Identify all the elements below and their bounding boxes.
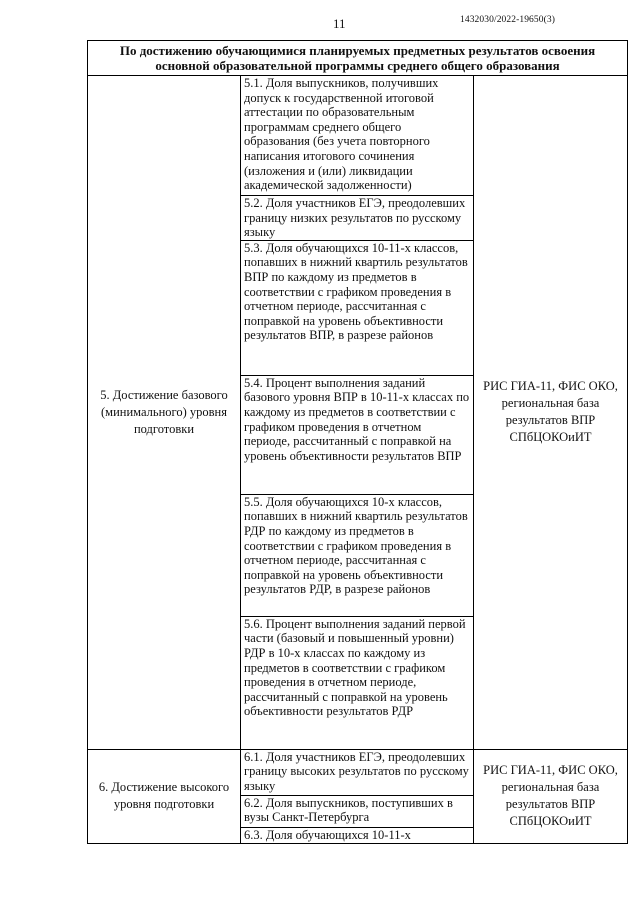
indicator-5-1 [241, 76, 474, 196]
indicator-text: 6.3. Доля обучающихся 10-11-х [244, 827, 411, 842]
indicator-text: 6.1. Доля участников ЕГЭ, преодолевших границу высоких результатов по русскому языку [244, 749, 469, 793]
indicator-5-2 [241, 196, 474, 241]
indicator-5-4 [241, 375, 474, 494]
indicator-5-5 [241, 494, 474, 616]
table-header: По достижению обучающимися планируемых предметных результатов освоения основной образовательной программы среднего общего образования [88, 41, 628, 76]
indicator-6-2 [241, 795, 474, 827]
data-source-6: РИС ГИА-11, ФИС ОКО, региональная база результатов ВПР СПбЦОКОиИТ [474, 749, 628, 843]
indicator-5-6 [241, 616, 474, 749]
criteria-table [87, 40, 628, 844]
indicator-6-1 [241, 749, 474, 795]
indicator-text: 5.3. Доля обучающихся 10-11-х классов, попавших в нижний квартиль результатов ВПР по каждому из предметов в соответствии с графиком проведения в отчетном периоде, рассчитанная с поправкой на уровень объективности результатов ВПР, в разрезе районов [244, 240, 468, 343]
indicator-text: 5.2. Доля участников ЕГЭ, преодолевших границу низких результатов по русскому языку [244, 196, 466, 240]
indicator-text: 5.1. Доля выпускников, получивших допуск к государственной итоговой аттестации по образовательным программам среднего общего образования (без учета повторного написания итогового сочинения (изложения и (или) ликвидации академической задолженности) [244, 76, 439, 193]
criterion-5: 5. Достижение базового (минимального) уровня подготовки [88, 76, 241, 750]
document-code: 1432030/2022-19650(3) [460, 15, 555, 25]
indicator-text: 5.5. Доля обучающихся 10-х классов, попавших в нижний квартиль результатов РДР по каждому из предметов в соответствии с графиком проведения в отчетном периоде, рассчитанная с поправкой на уровень объективности результатов РДР, в разрезе районов [244, 494, 468, 597]
indicator-5-3 [241, 240, 474, 375]
indicator-text: 5.4. Процент выполнения заданий базового уровня ВПР в 10-11-х классах по каждому из предметов в соответствии с графиком проведения в отчетном периоде, рассчитанный с поправкой на уровень объективности результатов ВПР [244, 375, 470, 463]
criterion-6: 6. Достижение высокого уровня подготовки [88, 749, 241, 843]
indicator-text: 5.6. Процент выполнения заданий первой части (базовый и повышенный уровни) РДР в 10-х классах по каждому из предметов в соответствии с графиком проведения в отчетном периоде, рассчитанный с поправкой на уровень объективности результатов РДР [244, 616, 466, 719]
indicator-text: 6.2. Доля выпускников, поступивших в вузы Санкт-Петербурга [244, 795, 453, 825]
indicator-6-3 [241, 827, 474, 843]
data-source-5: РИС ГИА-11, ФИС ОКО, региональная база результатов ВПР СПбЦОКОиИТ [474, 76, 628, 750]
page-number: 11 [333, 16, 346, 31]
